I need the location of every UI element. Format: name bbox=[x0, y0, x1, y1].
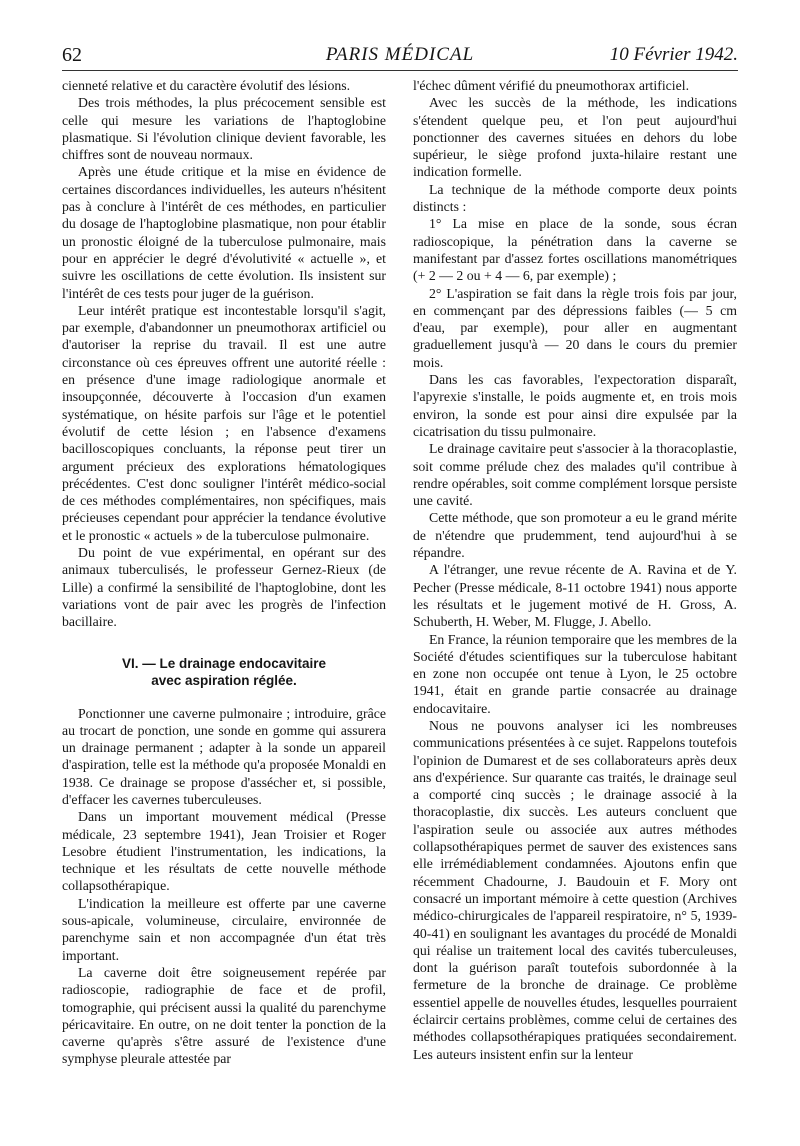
paragraph: Dans un important mouvement médical (Presse médicale, 23 septembre 1941), Jean Troisier et Roger Lesobre étudient l'instrumentation, les indications, la technique et les résultats de cette nouvelle méthode collapsothérapique. bbox=[62, 809, 386, 894]
left-column bbox=[62, 77, 386, 1117]
paragraph: Le drainage cavitaire peut s'associer à la thoracoplastie, soit comme prélude chez des malades qu'il contribue à rendre opérables, soit comme complément lorsque persiste une cavité. bbox=[413, 441, 737, 509]
section-heading-line: VI. — Le drainage endocavitaire bbox=[121, 655, 327, 671]
paragraph: Après une étude critique et la mise en évidence de certaines discordances individuelles, les auteurs n'hésitent pas à conclure à l'intérêt de ces méthodes, en particulier du dosage de l'haptoglobine plasmatique, non pour établir un pronostic éloigné de la tuberculose pulmonaire, mais pour en apprécier le degré d'évolutivité « actuelle », et suivre les oscillations de cette évolution. Ils insistent sur l'intérêt de ces tests pour juger de la guérison. bbox=[62, 164, 386, 301]
page-header bbox=[62, 44, 738, 70]
section-heading-line: avec aspiration réglée. bbox=[151, 672, 297, 688]
paragraph: Nous ne pouvons analyser ici les nombreuses communications présentées à ce sujet. Rappelons toutefois l'opinion de Dumarest et de ses collaborateurs après deux ans d'expérience. Sur quarante cas traités, le drainage seul a comporté cinq succès ; le drainage associé à la thoracoplastie, dix succès. Les auteurs concluent que l'aspiration seule ou associée aux autres méthodes collapsothérapiques permet de sauver des existences sans elle irrémédiablement condamnées. Ajoutons enfin que récemment Chadourne, J. Baudouin et F. Mory ont consacré un important mémoire à cette question (Archives médico-chirurgicales de l'appareil respiratoire, n° 5, 1939-40-41) en soulignant les avantages du procédé de Monaldi qui réalise un traitement local des cavités tuberculeuses, dont la guérison paraît toutefois subordonnée à la fermeture de la bronche de drainage. Ce problème essentiel appelle de nouvelles études, lesquelles pourraient éclaircir certains problèmes, comme celui de certaines des méthodes collapsothérapiques pratiquées secondairement. Les auteurs insistent enfin sur la lenteur bbox=[413, 717, 737, 1062]
paragraph: 2° L'aspiration se fait dans la règle trois fois par jour, en commençant par des dépressions faibles (— 5 cm d'eau, par exemple), pour aller en augmentant graduellement jusqu'à — 20 dans le cours du premier mois. bbox=[413, 285, 737, 370]
journal-title: PARIS MÉDICAL bbox=[325, 44, 475, 65]
paragraph: Ponctionner une caverne pulmonaire ; introduire, grâce au trocart de ponction, une sonde en gomme qui assurera un drainage permanent ; adapter à la sonde un appareil d'aspiration, telle est la méthode qu'a proposée Monaldi en 1938. Ce drainage se propose d'assécher et, si possible, d'effacer les cavernes tuberculeuses. bbox=[62, 705, 386, 807]
header-rule bbox=[62, 70, 738, 71]
right-column bbox=[413, 77, 737, 1117]
issue-date: 10 Février 1942. bbox=[609, 44, 738, 65]
paragraph: cienneté relative et du caractère évolutif des lésions. bbox=[62, 78, 351, 93]
paragraph: 1° La mise en place de la sonde, sous écran radioscopique, la pénétration dans la caverne se manifestant par d'assez fortes oscillations manométriques (+ 2 — 2 ou + 4 — 6, par exemple) ; bbox=[413, 216, 737, 284]
paragraph: La caverne doit être soigneusement repérée par radioscopie, radiographie de face et de profil, tomographie, qui précisent aussi la qualité du parenchyme péricavitaire. En outre, on ne doit tenter la ponction de la caverne qu'après s'être assuré de l'existence d'une symphyse pleurale attestée par bbox=[62, 964, 386, 1067]
paragraph: Leur intérêt pratique est incontestable lorsqu'il s'agit, par exemple, d'abandonner un pneumothorax artificiel ou d'autoriser la reprise du travail. Il est une autre circonstance où ces épreuves offrent une autorité réelle : en présence d'une image radiologique anormale et insoupçonnée, découverte à l'occasion d'un examen systématique, on hésite parfois sur l'âge et le potentiel évolutif de cette lésion ; en l'absence d'examens bacilloscopiques concluants, la réponse peut tirer un argument précieux des explorations hématologiques précédentes. C'est donc souligner l'intérêt médico-social de ces méthodes complémentaires, non spécifiques, mais précieuses cependant pour apprécier la tendance évolutive et le pronostic « actuels » de la tuberculose pulmonaire. bbox=[62, 302, 386, 543]
paragraph: A l'étranger, une revue récente de A. Ravina et de Y. Pecher (Presse médicale, 8-11 octobre 1941) nous apporte les résultats et le jugement motivé de H. Gross, A. Schuberth, H. Weber, M. Flugge, J. Abello. bbox=[413, 562, 737, 630]
paragraph: l'échec dûment vérifié du pneumothorax artificiel. bbox=[413, 78, 690, 93]
section-heading bbox=[62, 655, 386, 689]
paragraph: Avec les succès de la méthode, les indications s'étendent quelque peu, et l'on peut aujourd'hui ponctionner des cavernes situées en dehors du lobe supérieur, le siège profond juxta-hilaire restant une indication formelle. bbox=[413, 95, 737, 180]
page-number: 62 bbox=[62, 44, 82, 66]
paragraph: La technique de la méthode comporte deux points distincts : bbox=[413, 181, 737, 215]
paragraph: L'indication la meilleure est offerte par une caverne sous-apicale, volumineuse, circulaire, environnée de parenchyme sain et non accompagnée d'un état très important. bbox=[62, 895, 386, 963]
paragraph: Du point de vue expérimental, en opérant sur des animaux tuberculisés, le professeur Gernez-Rieux (de Lille) a confirmé la sensibilité de l'haptoglobine, dont les variations vont de pair avec les progrès de l'infection bacillaire. bbox=[62, 545, 386, 630]
paragraph: En France, la réunion temporaire que les membres de la Société d'études scientifiques sur la tuberculose habitant en zone non occupée ont tenue à Lyon, le 25 octobre 1941, était en grande partie consacrée au drainage endocavitaire. bbox=[413, 631, 737, 716]
paragraph: Cette méthode, que son promoteur a eu le grand mérite de n'étendre que prudemment, tend aujourd'hui à se répandre. bbox=[413, 510, 737, 561]
paragraph: Dans les cas favorables, l'expectoration disparaît, l'apyrexie s'installe, le poids augmente et, en trois mois environ, la sonde est pour ainsi dire expulsée par la cicatrisation du tissu pulmonaire. bbox=[413, 372, 737, 439]
paragraph: Des trois méthodes, la plus précocement sensible est celle qui mesure les variations de l'haptoglobine plasmatique. Si l'évolution clinique devient favorable, les chiffres sont de nouveau normaux. bbox=[62, 95, 386, 163]
